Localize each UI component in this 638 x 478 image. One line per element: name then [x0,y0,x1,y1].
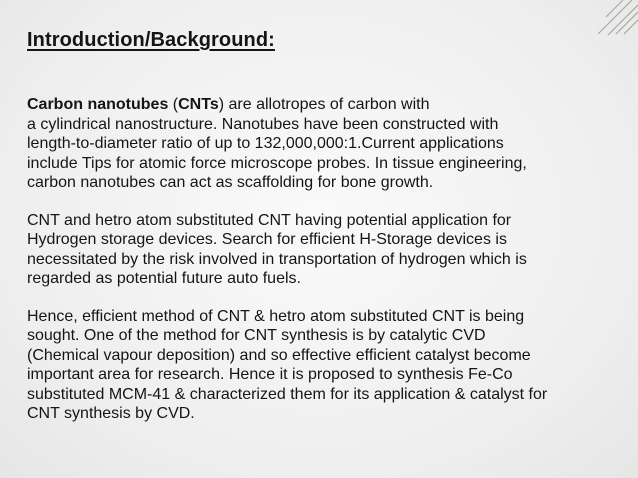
text-line: important area for research. Hence it is proposed to synthesis Fe-Co [27,366,513,383]
text-line: a cylindrical nanostructure. Nanotubes have been constructed with [27,115,499,133]
slide-body [27,95,612,424]
paragraph-carbon-nanotubes [27,95,612,193]
text-line: CNT and hetro atom substituted CNT having potential application for [27,211,512,229]
text-line: include Tips for atomic force microscope probes. In tissue engineering, [27,154,527,172]
text-line: necessitated by the risk involved in transportation of hydrogen which is [27,250,527,268]
text-line: (Chemical vapour deposition) and so effective efficient catalyst become [27,346,531,364]
text-line: Hence, efficient method of CNT & hetro atom substituted CNT is being [27,307,525,325]
slide-title: Introduction/Background: [27,29,275,51]
text-line: Hydrogen storage devices. Search for efficient H-Storage devices is [27,231,507,248]
text-line: CNT synthesis by CVD. [27,405,195,422]
text-line: regarded as potential future auto fuels. [27,270,301,287]
text-line: Carbon nanotubes (CNTs) are allotropes of carbon with [27,96,430,113]
term-carbon-nanotubes: Carbon nanotubes [27,96,169,113]
paragraph-cvd-synthesis [27,307,612,424]
corner-decoration-icon [568,0,638,70]
term-cnts: CNTs [178,96,219,113]
text-line: substituted MCM-41 & characterized them for its application & catalyst for [27,385,548,403]
text-line: sought. One of the method for CNT synthesis is by catalytic CVD [27,327,486,344]
text-line: carbon nanotubes can act as scaffolding for bone growth. [27,174,434,191]
paragraph-hydrogen-storage [27,211,612,289]
text-line: length-to-diameter ratio of up to 132,000,000:1.Current applications [27,135,504,152]
